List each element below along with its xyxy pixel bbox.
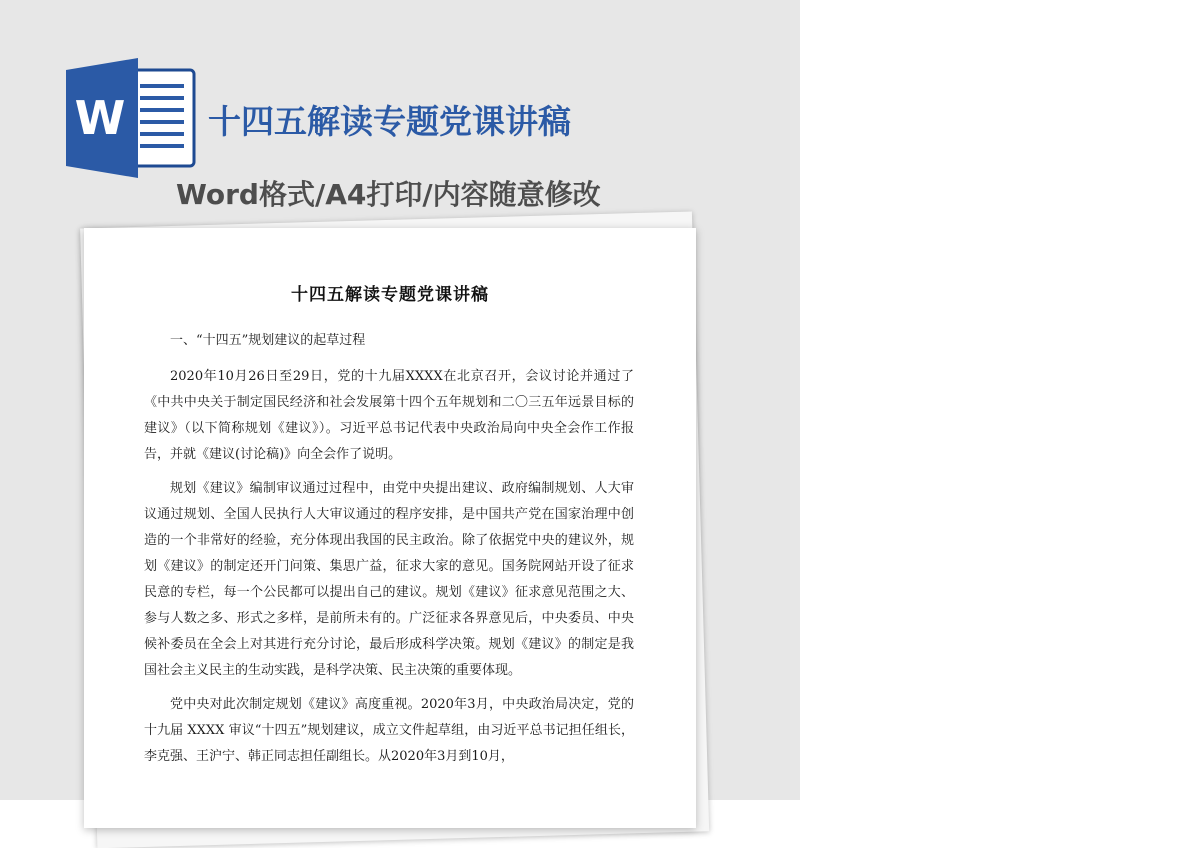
word-logo-letter: W [74,91,126,145]
document-body [144,328,634,778]
page-title: 十四五解读专题党课讲稿 [208,102,571,141]
paragraph: 规划《建议》编制审议通过过程中，由党中央提出建议、政府编制规划、人大审议通过规划、全国人民执行人大审议通过的程序安排，是中国共产党在国家治理中创造的一个非常好的经验，充分体现出我国的民主政治。除了依据党中央的建议外，规划《建议》的制定还开门问策、集思广益，征求大家的意见。国务院网站开设了征求民意的专栏，每一个公民都可以提出自己的建议。规划《建议》征求意见范围之大、参与人数之多、形式之多样，是前所未有的。广泛征求各界意见后，中央委员、中央候补委员在全会上对其进行充分讨论，最后形成科学决策。规划《建议》的制定是我国社会主义民主的生动实践，是科学决策、民主决策的重要体现。 [144,481,634,678]
word-logo-icon [66,58,196,178]
paragraph: 党中央对此次制定规划《建议》高度重视。2020年3月，中央政治局决定，党的十九届 XXXX 审议“十四五”规划建议，成立文件起草组，由习近平总书记担任组长，李克强、王沪宁、韩正同志担任副组长。从2020年3月到10月， [144,697,634,764]
page-subtitle: Word格式/A4打印/内容随意修改 [176,178,601,211]
document-page [84,228,696,828]
document-title: 十四五解读专题党课讲稿 [291,285,489,305]
section-heading: 一、“十四五”规划建议的起草过程 [170,333,366,348]
paragraph: 2020年10月26日至29日，党的十九届XXXX在北京召开，会议讨论并通过了《中共中央关于制定国民经济和社会发展第十四个五年规划和二〇三五年远景目标的建议》（以下简称规划《建议》）。习近平总书记代表中央政治局向中央全会作工作报告，并就《建议(讨论稿)》向全会作了说明。 [144,369,634,462]
